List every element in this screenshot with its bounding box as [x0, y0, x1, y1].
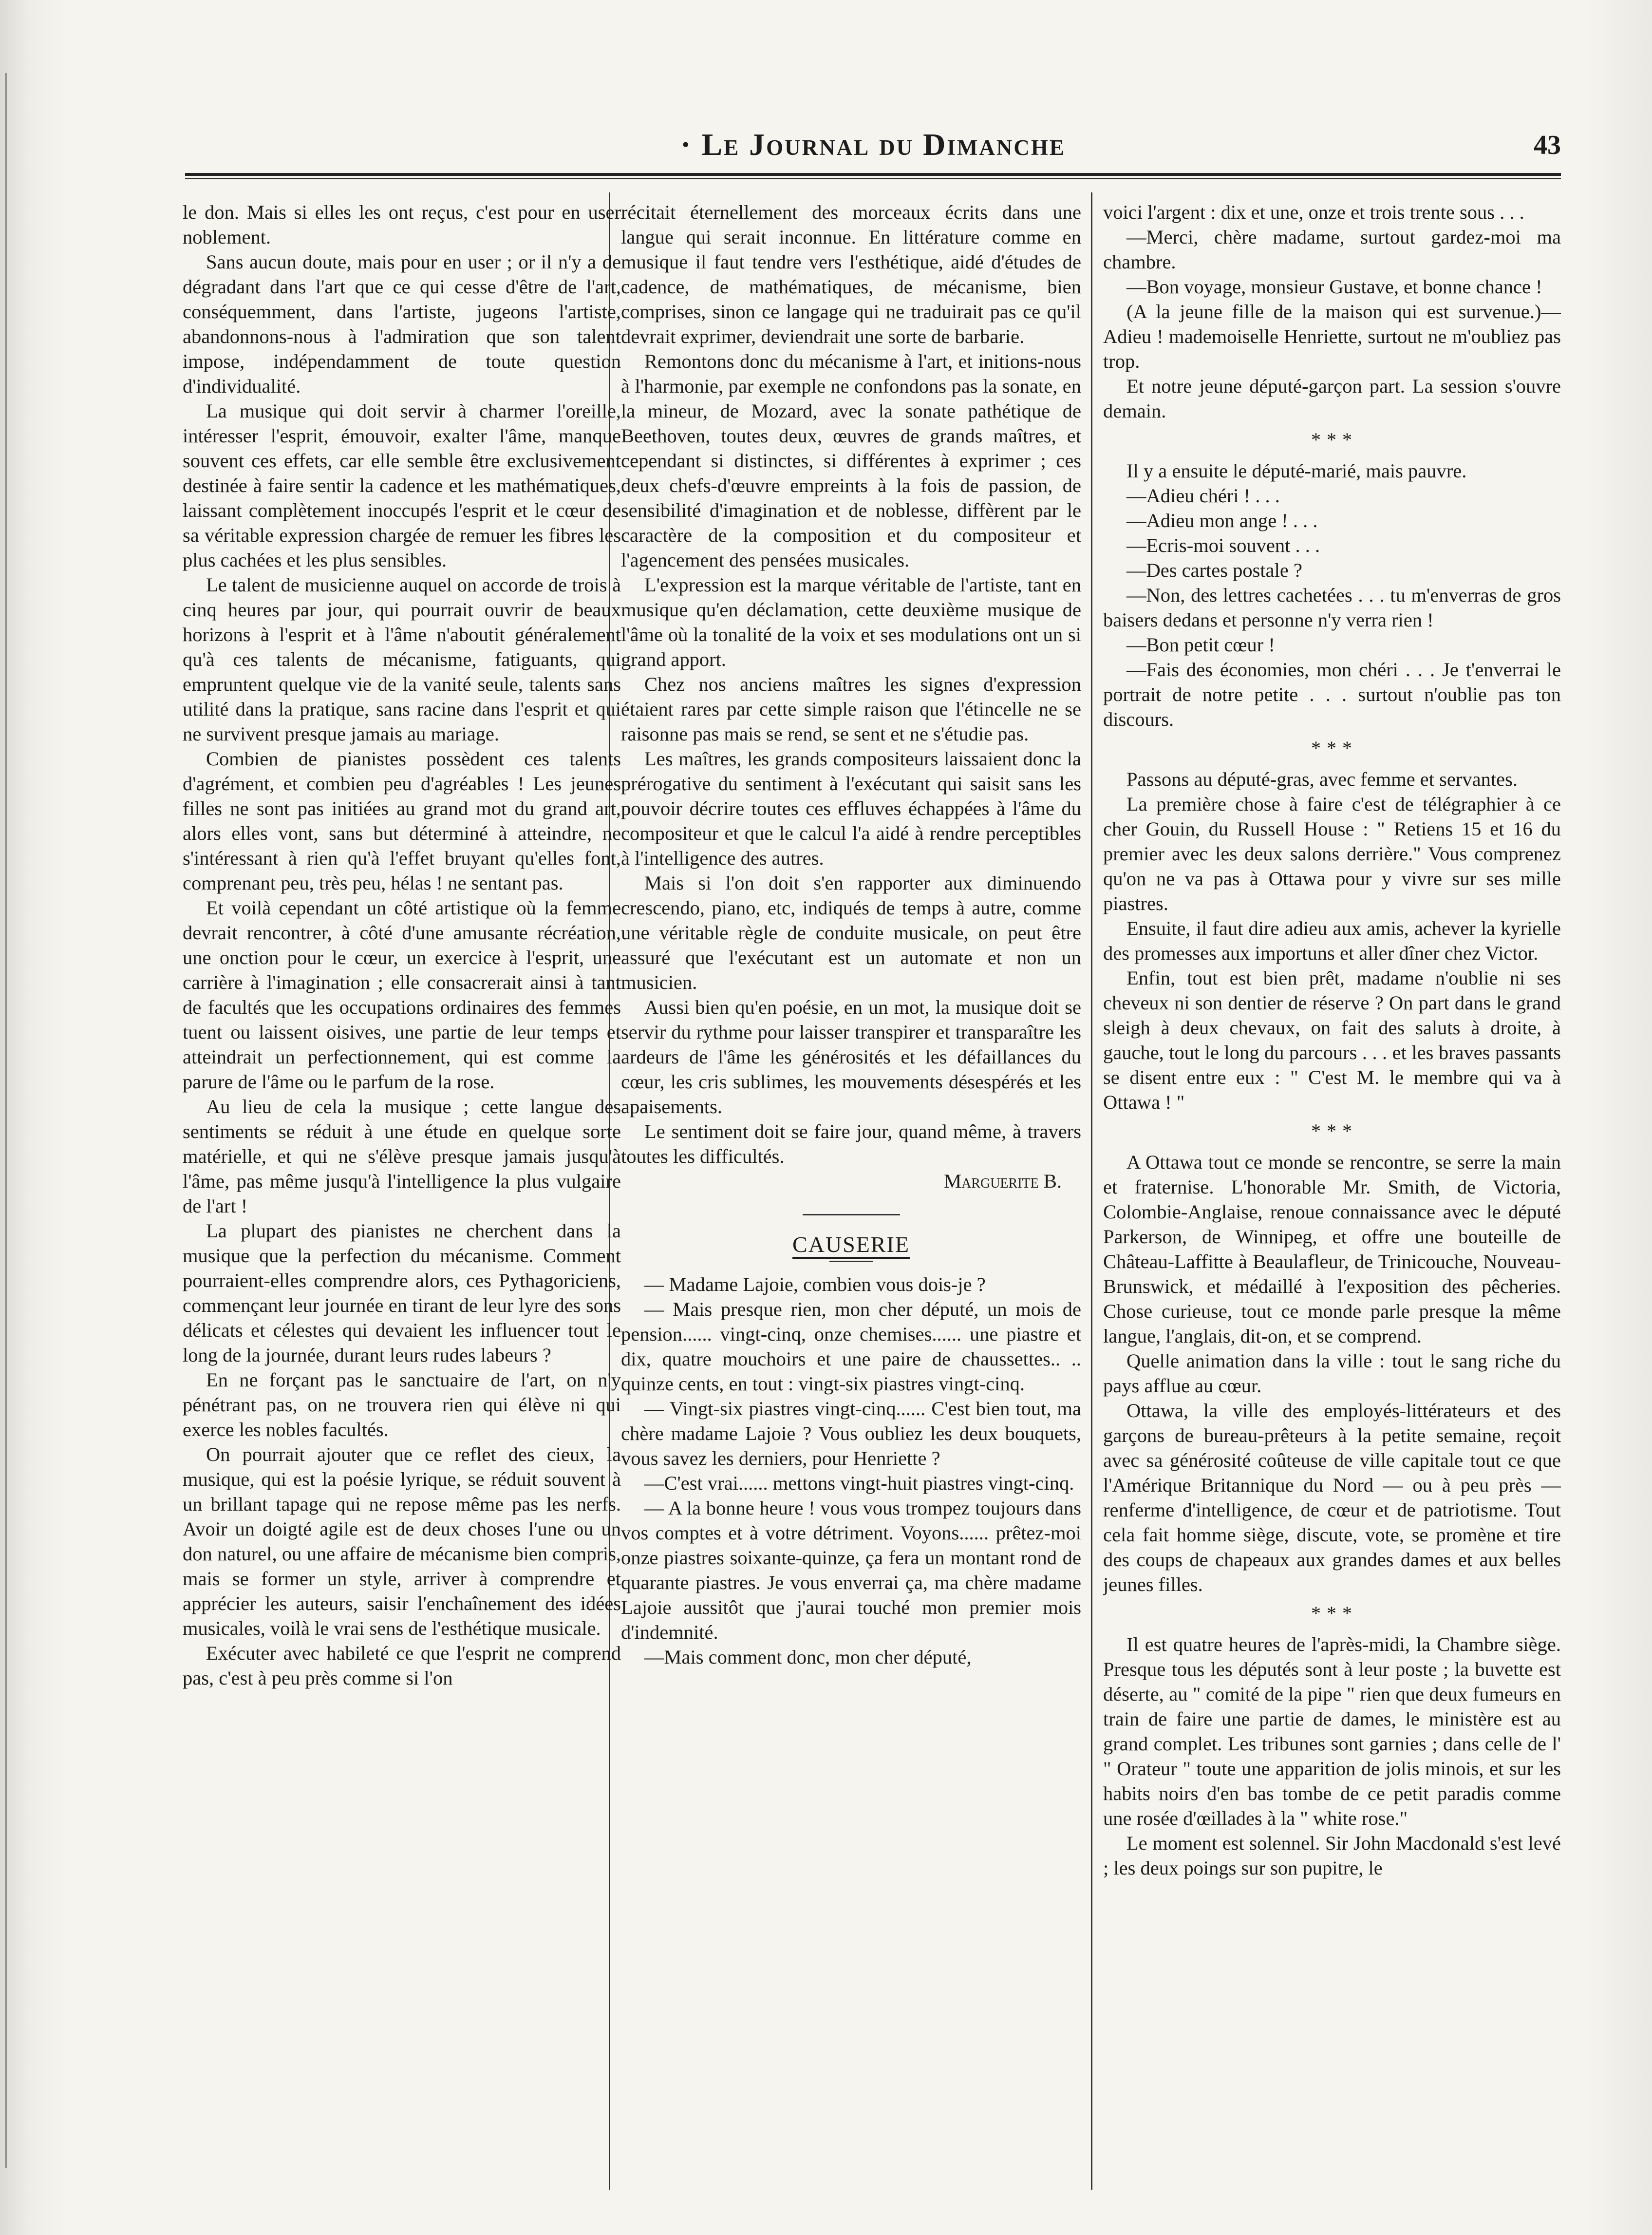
asterism: * * *	[1311, 1120, 1353, 1142]
header-rule-thin	[185, 178, 1561, 179]
paragraph: Le talent de musicienne auquel on accorde de trois à cinq heures par jour, qui pourrait ouvrir de beaux horizons à l'esprit et à l'âme n'aboutit généralement qu'à ces talents de mécanisme, fatiguants, qui empruntent quelque vie de la vanité seule, talents sans utilité dans la pratique, sans racine dans l'esprit et qui ne survivent presque jamais au mariage.	[183, 574, 621, 745]
asterism: * * *	[1311, 1602, 1353, 1624]
section-rule	[829, 1261, 873, 1262]
paragraph: Combien de pianistes possèdent ces talents d'agrément, et combien peu d'agréables ! Les jeunes filles ne sont pas initiées au grand mot du grand art, alors elles vont, sans but déterminé à atteindre, ne s'intéressant à rien qu'à l'effet bruyant qu'elles font, comprenant peu, très peu, hélas ! ne sentant pas.	[183, 748, 621, 894]
paragraph: —Merci, chère madame, surtout gardez-moi ma chambre.	[1103, 226, 1561, 273]
paragraph: Il est quatre heures de l'après-midi, la Chambre siège. Presque tous les députés sont à leur poste ; la buvette est déserte, au " comité de la pipe " rien que deux fumeurs en train de faire une partie de dames, le ministère est au grand complet. Les tribunes sont garnies ; dans celle de l' " Orateur " toute une apparition de jolis minois, et sur les habits noirs d'en bas tombe de ce petit paradis comme une rosée d'œillades à la " white rose."	[1103, 1633, 1561, 1829]
paragraph: Mais si l'on doit s'en rapporter aux diminuendo crescendo, piano, etc, indiqués de temps à autre, comme une véritable règle de conduite musicale, on peut être assuré que l'exécutant est un automate et non un musicien.	[621, 872, 1081, 993]
paragraph: Chez nos anciens maîtres les signes d'expression étaient rares par cette simple raison que l'étincelle ne se raisonne pas mais se rend, se sent et ne s'étudie pas.	[621, 673, 1081, 745]
paragraph: La musique qui doit servir à charmer l'oreille, intéresser l'esprit, émouvoir, exalter l'âme, manque souvent ces effets, car elle semble être exclusivement destinée à faire sentir la cadence et les mathématiques, laissant complètement inoccupés l'esprit et le cœur de sa véritable expression chargée de remuer les fibres les plus cachées et les plus sensibles.	[183, 400, 621, 571]
paragraph: Passons au député-gras, avec femme et servantes.	[1126, 768, 1518, 790]
paragraph: Et notre jeune député-garçon part. La session s'ouvre demain.	[1103, 375, 1561, 422]
paragraph: Les maîtres, les grands compositeurs laissaient donc la prérogative du sentiment à l'exécutant qui saisit sans les pouvoir décrire toutes ces effluves échappées à l'âme du compositeur et que le calcul l'a aidé à rendre perceptibles à l'intelligence des autres.	[621, 748, 1081, 869]
paragraph: Quelle animation dans la ville : tout le sang riche du pays afflue au cœur.	[1103, 1350, 1561, 1397]
paragraph: —Adieu chéri ! . . .	[1126, 485, 1280, 507]
paragraph: —Adieu mon ange ! . . .	[1126, 510, 1318, 531]
column-3	[1103, 200, 1561, 2187]
paragraph: Enfin, tout est bien prêt, madame n'oublie ni ses cheveux ni son dentier de réserve ? On part dans le grand sleigh à deux chevaux, on fait des saluts à droite, à gauche, tout le long du parcours . . . et les braves passants se disent entre eux : " C'est M. le membre qui va à Ottawa ! "	[1103, 967, 1561, 1113]
paragraph: — Mais presque rien, mon cher député, un mois de pension...... vingt-cinq, onze chemises...... une piastre et dix, quatre mouchoirs et une paire de chaussettes.. .. quinze cents, en tout : vingt-six piastres vingt-cinq.	[621, 1298, 1081, 1395]
paragraph: (A la jeune fille de la maison qui est survenue.)—Adieu ! mademoiselle Henriette, surtout ne m'oubliez pas trop.	[1103, 301, 1561, 372]
paragraph: récitait éternellement des morceaux écrits dans une langue qui serait inconnue. En littérature comme en musique il faut tendre vers l'esthétique, aidé d'études de cadence, de mathématiques, de mécanisme, bien comprises, sinon ce langage qui ne traduirait pas ce qu'il devrait exprimer, deviendrait une sorte de barbarie.	[621, 201, 1081, 347]
header-rule	[185, 173, 1561, 176]
paragraph: Il y a ensuite le député-marié, mais pauvre.	[1126, 460, 1467, 482]
page-header	[185, 127, 1561, 170]
paragraph: —Bon voyage, monsieur Gustave, et bonne chance !	[1126, 276, 1542, 298]
paragraph: En ne forçant pas le sanctuaire de l'art, on n'y pénétrant pas, on ne trouvera rien qui élève ni qui exerce les nobles facultés.	[183, 1369, 621, 1440]
paragraph: Au lieu de cela la musique ; cette langue des sentiments se réduit à une étude en quelque sorte matérielle, et qui ne s'élève presque jamais jusqu'à l'âme, pas même jusqu'à l'intelligence la plus vulgaire de l'art !	[183, 1096, 621, 1217]
running-title: · Le Journal du Dimanche	[680, 127, 1066, 162]
paragraph: —Non, des lettres cachetées . . . tu m'enverras de gros baisers dedans et personne n'y verra rien !	[1103, 584, 1561, 631]
page-number: 43	[1534, 130, 1561, 160]
paragraph: Sans aucun doute, mais pour en user ; or il n'y a de dégradant dans l'art que ce qui cesse d'être de l'art, conséquemment, dans l'artiste, jugeons l'artiste, abandonnons-nous à l'admiration que son talent impose, indépendamment de toute question d'individualité.	[183, 251, 621, 397]
paragraph: Exécuter avec habileté ce que l'esprit ne comprend pas, c'est à peu près comme si l'on	[183, 1642, 621, 1689]
paragraph: Le moment est solennel. Sir John Macdonald s'est levé ; les deux poings sur son pupitre, le	[1103, 1832, 1561, 1879]
section-title: CAUSERIE	[792, 1232, 910, 1257]
paragraph: — A la bonne heure ! vous vous trompez toujours dans vos comptes et à votre détriment. Voyons...... prêtez-moi onze piastres soixante-quinze, ça fera un montant rond de quarante piastres. Je vous enverrai ça, ma chère madame Lajoie aussitôt que j'aurai touché mon premier mois d'indemnité.	[621, 1497, 1081, 1643]
column-2	[621, 200, 1081, 2187]
paragraph: La plupart des pianistes ne cherchent dans la musique que la perfection du mécanisme. Comment pourraient-elles comprendre alors, ces Pythagoriciens, commençant leur journée en tirant de leur lyre des sons délicats et célestes qui devaient les influencer tout le long de la journée, durant leurs rudes labeurs ?	[183, 1220, 621, 1366]
paragraph: —Mais comment donc, mon cher député,	[644, 1646, 972, 1668]
paragraph: — Madame Lajoie, combien vous dois-je ?	[644, 1273, 986, 1295]
paragraph: Aussi bien qu'en poésie, en un mot, la musique doit se servir du rythme pour laisser transpirer et transparaître les ardeurs de l'âme les générosités et les défaillances du cœur, les cris sublimes, les mouvements désespérés et les apaisements.	[621, 996, 1081, 1118]
paragraph: —C'est vrai...... mettons vingt-huit piastres vingt-cinq.	[644, 1472, 1074, 1494]
article-signature: Marguerite B.	[944, 1170, 1062, 1192]
paragraph: —Bon petit cœur !	[1126, 634, 1275, 656]
paragraph: voici l'argent : dix et une, onze et trois trente sous . . .	[1103, 201, 1524, 223]
column-1	[183, 200, 621, 2187]
paragraph: Le sentiment doit se faire jour, quand même, à travers toutes les difficultés.	[621, 1120, 1081, 1167]
paragraph: Ensuite, il faut dire adieu aux amis, achever la kyrielle des promesses aux importuns et aller dîner chez Victor.	[1103, 917, 1561, 964]
paragraph: La première chose à faire c'est de télégraphier à ce cher Gouin, du Russell House : " Retiens 15 et 16 du premier avec les deux salons derrière." Vous comprenez qu'on ne va pas à Ottawa pour y vivre sur ses mille piastres.	[1103, 793, 1561, 914]
paragraph: L'expression est la marque véritable de l'artiste, tant en musique qu'en déclamation, cette deuxième musique de l'âme où la tonalité de la voix et ses modulations ont un si grand apport.	[621, 574, 1081, 670]
paragraph: —Des cartes postale ?	[1126, 559, 1302, 581]
paragraph: A Ottawa tout ce monde se rencontre, se serre la main et fraternise. L'honorable Mr. Smith, de Victoria, Colombie-Anglaise, renoue connaissance avec le député Parkerson, de Winnipeg, et offre une bouteille de Château-Laffitte à Beaulafleur, de Trinicouche, Nouveau-Brunswick, et médaillé à l'exposition des pêcheries. Chose curieuse, tout ce monde parle presque la même langue, l'anglais, dit-on, et se comprend.	[1103, 1151, 1561, 1347]
article-end-rule	[803, 1214, 900, 1215]
asterism: * * *	[1311, 737, 1353, 759]
column-rule	[1091, 192, 1092, 2190]
scan-margin-line	[5, 73, 7, 2168]
paragraph: le don. Mais si elles les ont reçus, c'est pour en user noblement.	[183, 201, 621, 248]
paragraph: — Vingt-six piastres vingt-cinq...... C'est bien tout, ma chère madame Lajoie ? Vous oubliez les deux bouquets, vous savez les derniers, pour Henriette ?	[621, 1398, 1081, 1469]
paragraph: Ottawa, la ville des employés-littérateurs et des garçons de bureau-prêteurs à la petite semaine, reçoit avec sa générosité coûteuse de ville capitale tout ce que l'Amérique Britannique du Nord — ou à peu près — renferme d'intelligence, de cœur et de patriotisme. Tout cela fait homme siège, discute, vote, se promène et tire des coups de chapeaux aux grandes dames et aux belles jeunes filles.	[1103, 1400, 1561, 1595]
asterism: * * *	[1311, 429, 1353, 451]
paragraph: Remontons donc du mécanisme à l'art, et initions-nous à l'harmonie, par exemple ne confondons pas la sonate, en la mineur, de Mozard, avec la sonate pathétique de Beethoven, toutes deux, œuvres de grands maîtres, et cependant si distinctes, si différentes à exprimer ; ces deux chefs-d'œuvre empreints à la fois de passion, de sensibilité d'imagination et de noblesse, diffèrent par le caractère de la composition et du compositeur et l'agencement des pensées musicales.	[621, 350, 1081, 571]
paragraph: —Fais des économies, mon chéri . . . Je t'enverrai le portrait de notre petite . . . surtout n'oublie pas ton discours.	[1103, 659, 1561, 730]
paragraph: On pourrait ajouter que ce reflet des cieux, la musique, qui est la poésie lyrique, se réduit souvent à un brillant tapage qui ne repose même pas les nerfs. Avoir un doigté agile est de deux choses l'une ou un don naturel, ou une affaire de mécanisme bien compris, mais se former un style, arriver à comprendre et apprécier les auteurs, saisir l'enchaînement des idées musicales, voilà le vrai sens de l'esthétique musicale.	[183, 1443, 621, 1639]
paragraph: —Ecris-moi souvent . . .	[1126, 534, 1320, 556]
paragraph: Et voilà cependant un côté artistique où la femme devrait rencontrer, à côté d'une amusante récréation, une onction pour le cœur, un exercice à l'esprit, une carrière à l'imagination ; elle consacrerait ainsi à tant de facultés que les occupations ordinaires des femmes tuent ou laissent oisives, une partie de leur temps et atteindrait un perfectionnement, qui est comme la parure de l'âme ou le parfum de la rose.	[183, 897, 621, 1093]
